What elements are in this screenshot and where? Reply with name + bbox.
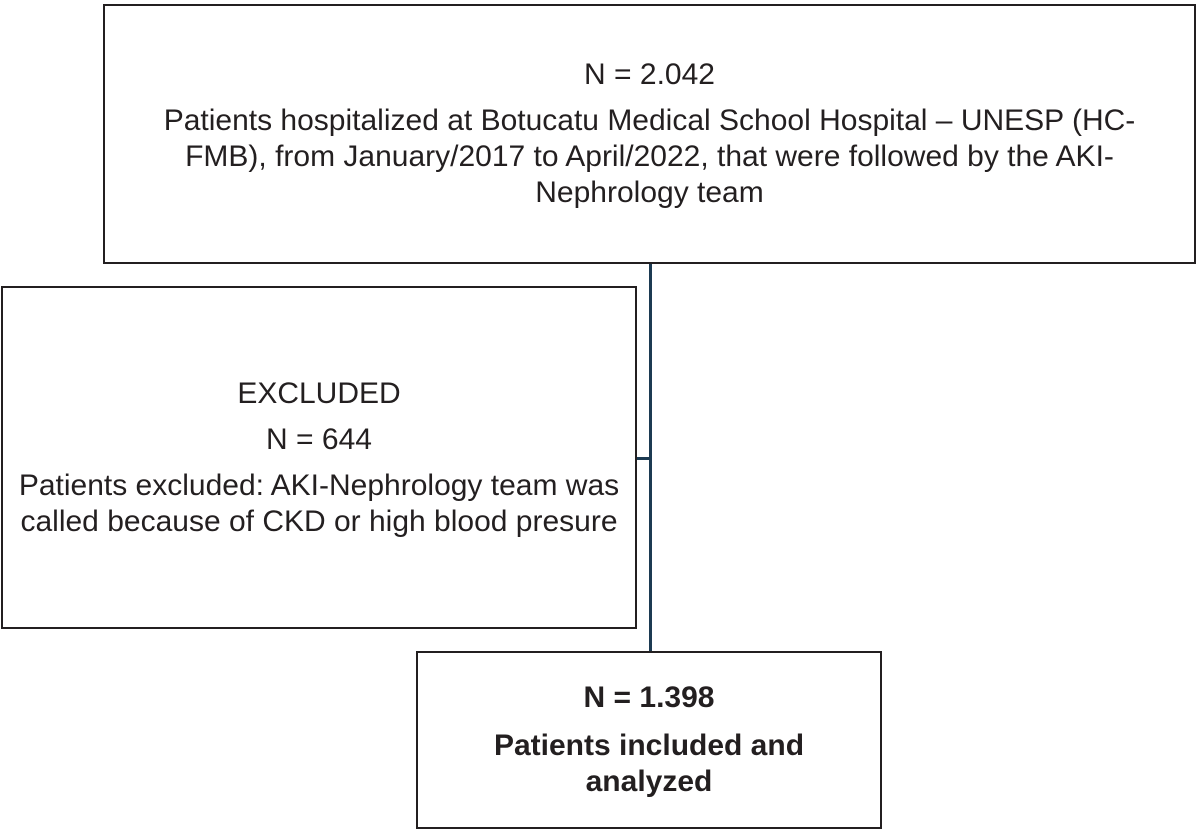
total-patients-description: Patients hospitalized at Botucatu Medical School Hospital – UNESP (HC-FMB), from January/2017 to April/2022, that were followed by the AKI-Nephrology team <box>163 104 1136 209</box>
total-patients-box <box>103 4 1196 264</box>
exclusion-branch-connector <box>636 457 651 460</box>
excluded-patients-count: N = 644 <box>266 422 372 456</box>
included-patients-box <box>416 651 882 829</box>
included-patients-description: Patients included and analyzed <box>493 729 805 798</box>
included-patients-count: N = 1.398 <box>583 681 715 714</box>
excluded-label: EXCLUDED <box>237 376 401 410</box>
excluded-patients-description: Patients excluded: AKI-Nephrology team was called because of CKD or high blood presure <box>18 468 620 538</box>
excluded-patients-box <box>1 286 637 629</box>
total-patients-count: N = 2.042 <box>584 58 715 91</box>
